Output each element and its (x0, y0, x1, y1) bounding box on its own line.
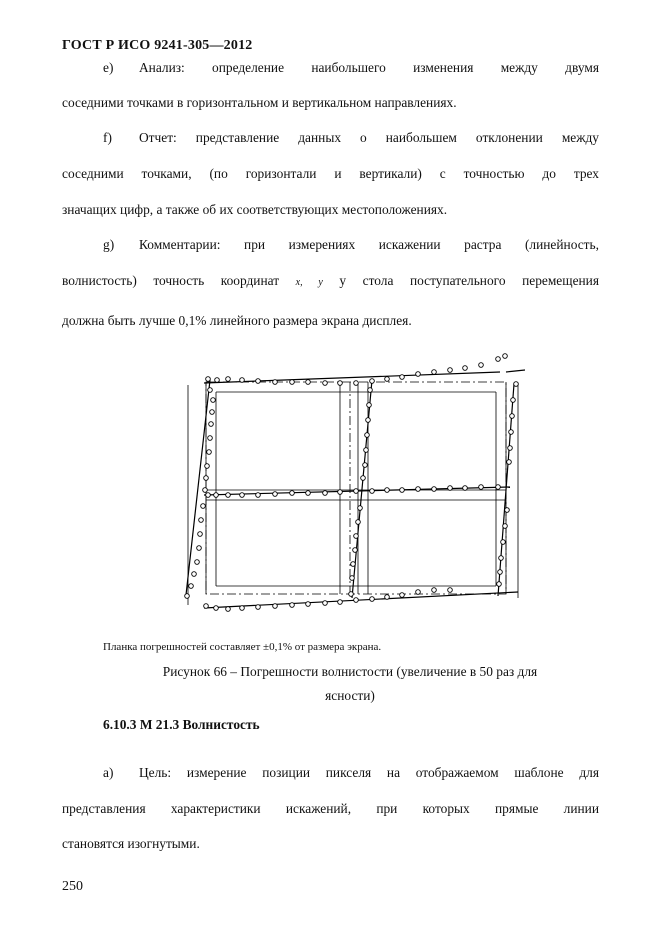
item-f-text2: соседними точками, (по горизонтали и вертикали) с точностью до трех (62, 166, 599, 181)
page-number: 250 (62, 879, 83, 894)
item-g-text2a: волнистость) точность координат (62, 273, 280, 288)
point-mid-18 (463, 486, 468, 491)
point-left-5 (208, 436, 213, 441)
point-top-13 (385, 377, 390, 382)
item-a-text3: становятся изогнутыми. (62, 836, 200, 851)
point-center-12 (351, 562, 356, 567)
item-e-line1 (103, 60, 599, 76)
point-top-11 (354, 381, 359, 386)
point-bot-16 (432, 588, 437, 593)
item-f-line1 (103, 130, 599, 146)
point-mid-3 (226, 493, 231, 498)
section-heading: 6.10.3 М 21.3 Волнистость (103, 717, 260, 732)
point-bot-7 (290, 603, 295, 608)
point-right-4 (509, 430, 514, 435)
item-e-label: e) (103, 60, 114, 75)
point-top-18 (463, 366, 468, 371)
item-e-text2: соседними точками в горизонтальном и вертикальном направлениях. (62, 95, 457, 110)
point-top-15 (416, 372, 421, 377)
point-left-4 (209, 422, 214, 427)
figure-caption-line1: Рисунок 66 – Погрешности волнистости (увеличение в 50 раз для (162, 664, 538, 679)
fit-line-top (204, 372, 500, 383)
coords-symbol: x, y (295, 277, 323, 288)
point-mid-19 (479, 485, 484, 490)
point-center-10 (354, 534, 359, 539)
point-bot-5 (256, 605, 261, 610)
item-a-text1: Цель: измерение позиции пикселя на отображаемом шаблоне для (139, 765, 599, 780)
point-mid-12 (370, 489, 375, 494)
point-top-20 (496, 357, 501, 362)
point-bot-1 (204, 604, 209, 609)
point-left-3 (210, 410, 215, 415)
point-bot-6 (273, 604, 278, 609)
point-top-19 (479, 363, 484, 368)
fit-line-bottom (204, 592, 518, 608)
point-mid-5 (256, 493, 261, 498)
item-g-line1 (103, 237, 599, 253)
point-bot-11 (354, 598, 359, 603)
point-top-17 (448, 368, 453, 373)
point-left-8 (204, 476, 209, 481)
point-mid-20 (496, 485, 501, 490)
point-bot-12 (370, 597, 375, 602)
point-left-1 (208, 388, 213, 393)
item-f-text3: значащих цифр, а также об их соответствующих местоположениях. (62, 202, 448, 217)
point-right-10 (499, 556, 504, 561)
point-top-12 (370, 379, 375, 384)
point-mid-16 (432, 487, 437, 492)
point-left-10 (201, 504, 206, 509)
point-mid-4 (240, 493, 245, 498)
point-bot-2 (214, 606, 219, 611)
point-bot-3 (226, 607, 231, 612)
item-g-text2b: у стола поступательного перемещения (339, 273, 599, 288)
waviness-error-figure (180, 350, 525, 620)
point-right-7 (505, 508, 510, 513)
point-left-12 (198, 532, 203, 537)
point-left-7 (205, 464, 210, 469)
point-center-13 (350, 576, 355, 581)
point-left-16 (189, 584, 194, 589)
point-top-14 (400, 375, 405, 380)
point-top-8 (306, 380, 311, 385)
point-bot-13 (385, 595, 390, 600)
point-top-6 (273, 380, 278, 385)
point-left-6 (207, 450, 212, 455)
point-top-7 (290, 380, 295, 385)
item-g-text1: Комментарии: при измерениях искажении растра (линейность, (139, 237, 599, 252)
point-top-16 (432, 370, 437, 375)
point-right-8 (503, 524, 508, 529)
point-mid-15 (416, 487, 421, 492)
point-right-12 (497, 582, 502, 587)
item-g-line2 (62, 273, 599, 289)
figure-caption-line2: ясности) (325, 688, 375, 703)
point-right-3 (510, 414, 515, 419)
item-a-label: a) (103, 765, 114, 780)
point-mid-17 (448, 486, 453, 491)
point-center-2 (367, 403, 372, 408)
point-bot-17 (448, 588, 453, 593)
document-header: ГОСТ Р ИСО 9241-305—2012 (62, 38, 253, 53)
point-right-2 (511, 398, 516, 403)
point-center-11 (353, 548, 358, 553)
point-mid-13 (385, 488, 390, 493)
fit-line-top-tail (506, 370, 525, 372)
point-left-17 (185, 594, 190, 599)
item-g-label: g) (103, 237, 115, 252)
item-f-label: f) (103, 130, 112, 145)
item-f-text1: Отчет: представление данных о наибольшем отклонении между (139, 130, 599, 145)
point-bot-8 (306, 602, 311, 607)
point-top-10 (338, 381, 343, 386)
point-center-7 (361, 476, 366, 481)
point-right-5 (508, 446, 513, 451)
point-bot-10 (338, 600, 343, 605)
point-center-5 (364, 448, 369, 453)
point-center-6 (363, 463, 368, 468)
item-e-text1: Анализ: определение наибольшего изменения между двумя (139, 60, 599, 75)
point-center-14 (349, 592, 354, 597)
point-top-1 (206, 377, 211, 382)
item-a-line1 (103, 765, 599, 781)
point-center-8 (358, 506, 363, 511)
point-mid-10 (338, 490, 343, 495)
point-top-5 (256, 379, 261, 384)
point-left-11 (199, 518, 204, 523)
item-g-text3: должна быть лучше 0,1% линейного размера экрана дисплея. (62, 313, 412, 328)
point-mid-2 (214, 493, 219, 498)
point-right-6 (507, 460, 512, 465)
point-bot-9 (323, 601, 328, 606)
point-mid-1 (206, 493, 211, 498)
point-center-1 (368, 388, 373, 393)
point-mid-6 (273, 492, 278, 497)
point-right-11 (498, 570, 503, 575)
point-mid-7 (290, 491, 295, 496)
figure-note: Планка погрешностей составляет ±0,1% от размера экрана. (103, 641, 382, 653)
point-center-3 (366, 418, 371, 423)
point-left-15 (192, 572, 197, 577)
point-mid-9 (323, 491, 328, 496)
point-mid-8 (306, 491, 311, 496)
point-top-3 (226, 377, 231, 382)
point-bot-14 (400, 593, 405, 598)
point-left-2 (211, 398, 216, 403)
point-right-1 (514, 382, 519, 387)
point-top-21 (503, 354, 508, 359)
point-top-2 (215, 378, 220, 383)
point-mid-14 (400, 488, 405, 493)
point-bot-4 (240, 606, 245, 611)
point-mid-11 (354, 489, 359, 494)
item-a-text2: представления характеристики искажений, при которых прямые линии (62, 801, 599, 816)
point-top-4 (240, 378, 245, 383)
point-center-4 (365, 433, 370, 438)
point-left-14 (195, 560, 200, 565)
point-right-9 (501, 540, 506, 545)
point-bot-15 (416, 590, 421, 595)
point-center-9 (356, 520, 361, 525)
point-left-13 (197, 546, 202, 551)
point-left-9 (203, 488, 208, 493)
point-top-9 (323, 381, 328, 386)
